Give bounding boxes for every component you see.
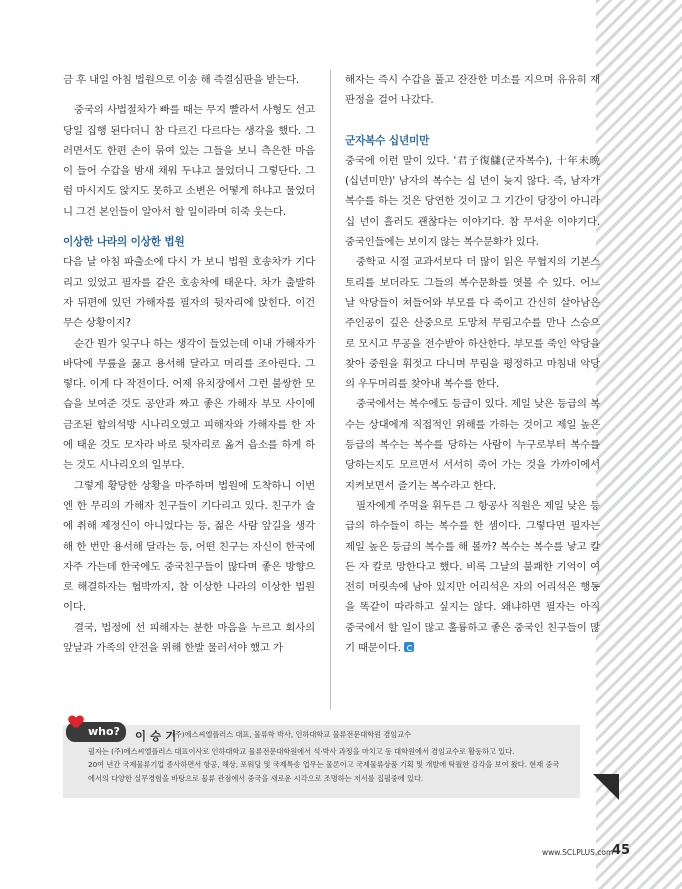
heart-icon bbox=[69, 716, 83, 729]
paragraph: 중국에서는 복수에도 등급이 있다. 제일 낮은 등급의 복수는 상대에게 직접적인 위해를 가하는 것이고 제일 높은 등급의 복수는 복수를 당하는 사람이 누구로부터 복수를 당하는지도 모르면서 서서히 죽어 가는 것을 가까이에서 지켜보면서 즐기는 복수라고 한다. bbox=[345, 398, 600, 492]
article-end-icon bbox=[404, 642, 414, 652]
paragraph: 중국의 사법절차가 빠를 때는 무지 빨라서 사형도 선고 당일 집행 된다더니 참 다르긴 다르다는 생각을 했다. 그러면서도 한편 손이 묶여 있는 그들을 보니 측은한 마음이 들어 수갑을 밤새 채워 두냐고 물었더니 그렇단다. 그럼 마시지도 앉지도 못하고 소변은 어떻게 하냐고 물었더니 그건 본인들이 알아서 할 일이라며 히죽 웃는다. bbox=[63, 104, 315, 218]
author-bio-line: 20여 년간 국제물류기업 종사하면서 항공, 해상, 포워딩 및 국제특송 업무는 물론이고 국제물류상품 기획 및 개발에 탁월한 감각을 보여 왔다. 현재 중국에서의 다양한 실무경험을 바탕으로 물류 관점에서 중국을 새로운 시각으로 조명하는 저서를 집필중에 있다. bbox=[88, 760, 560, 783]
section-heading: 군자복수 십년미만 bbox=[345, 134, 430, 147]
author-title: (주)에스씨엘플러스 대표, 물류학 박사, 인하대학교 물류전문대학원 겸임교수 bbox=[172, 730, 412, 739]
author-bio-line: 필자는 (주)에스씨엘플러스 대표이사로 인하대학교 물류전문대학원에서 석·박사 과정을 마치고 동 대학원에서 겸임교수로 활동하고 있다. bbox=[88, 747, 515, 756]
footer-url: www.SCLPLUS.com bbox=[542, 848, 614, 857]
column-divider bbox=[330, 70, 331, 710]
section-heading: 이상한 나라의 이상한 법원 bbox=[63, 236, 185, 249]
paragraph: 다음 날 아침 파출소에 다시 가 보니 법원 호송차가 기다리고 있었고 필자를 같은 호송차에 태운다. 차가 출발하자 뒤편에 있던 가해자를 필자의 뒷자리에 앉힌다. 이건 무슨 상황이지? bbox=[63, 256, 315, 330]
paragraph: 그렇게 황당한 상황을 마주하며 법원에 도착하니 이번엔 한 무리의 가해자 친구들이 기다리고 있다. 친구가 술에 취해 제정신이 아니었다는 등, 젊은 사람 앞길을 생각해 한 번만 용서해 달라는 등, 어떤 친구는 자신이 한국에 자주 가는데 한국에도 중국친구들이 많다며 좋은 방향으로 해결하자는 협박까지, 참 이상한 나라의 이상한 법원이다. bbox=[63, 479, 315, 614]
author-name: 이 승 기 bbox=[135, 729, 177, 743]
paragraph: 중국에 이런 말이 있다. '君子復讎(군자복수), 十年未晩(십년미만)' 남자의 복수는 십 년이 늦지 않다. 즉, 남자가 복수를 하는 것은 당연한 것이고 그 기간이 당장이 아니라 십 년이 흘러도 괜찮다는 이야기다. 참 무서운 이야기다. 중국인들에는 보이지 않는 복수문화가 있다. bbox=[345, 154, 600, 249]
page-number: 45 bbox=[612, 843, 631, 858]
who-badge: who? bbox=[66, 722, 126, 742]
author-bio bbox=[88, 745, 566, 785]
paragraph: 해자는 즉시 수갑을 풀고 잔잔한 미소를 지으며 유유히 재판정을 걸어 나갔다. bbox=[345, 74, 600, 107]
paragraph: 금 후 내일 아침 법원으로 이송 해 즉결심판을 받는다. bbox=[63, 74, 300, 86]
paragraph-last bbox=[345, 496, 600, 658]
corner-triangle-icon bbox=[593, 774, 619, 800]
paragraph-text: 필자에게 주먹을 휘두른 그 항공사 직원은 제일 낮은 등급의 하수들이 하는 복수를 한 셈이다. 그렇다면 필자는 제일 높은 등급의 복수를 해 볼까? 복수는 복수를 낳고 칼 든 자 칼로 망한다고 했다. 비록 그날의 불쾌한 기억이 여전히 머릿속에 남아 있지만 어리석은 자의 어리석은 행동을 똑같이 따라하고 싶지는 않다. 왜냐하면 필자는 아직 중국에서 할 일이 많고 훌륭하고 좋은 중국인 친구들이 많기 때문이다. bbox=[345, 499, 600, 655]
article-left-column bbox=[63, 70, 315, 658]
paragraph: 결국, 법정에 선 피해자는 분한 마음을 누르고 회사의 앞날과 가족의 안전을 위해 한발 물러서야 했고 가 bbox=[63, 621, 315, 655]
paragraph: 순간 뭔가 잊구나 하는 생각이 들었는데 이내 가해자가 바닥에 무릎을 꿇고 용서해 달라고 머리를 조아린다. 그렇다. 이게 다 작전이다. 어제 유치장에서 그런 불쌍한 모습을 보여준 것도 공안과 짜고 좋은 가해자 부모 사이에 금조된 합의석방 시나리오였고 피해자와 가해자를 한 자에 태운 것도 모자라 바로 뒷자리로 옮겨 읍소를 하게 하는 것도 시나리오의 일부다. bbox=[63, 337, 315, 472]
article-right-column bbox=[345, 70, 600, 658]
paragraph: 중학교 시절 교과서보다 더 많이 읽은 무협지의 기본스토리를 보더라도 그들의 복수문화를 엿볼 수 있다. 어느 날 악당들이 쳐들어와 부모를 다 죽이고 간신히 살아남은 주인공이 깊은 산중으로 도망쳐 무림고수를 만나 스승으로 모시고 무공을 전수받아 하산한다. 부모를 죽인 악당을 찾아 중원을 휘젓고 다니며 무림을 평정하고 마침내 악당의 우두머리를 찾아내 복수를 한다. bbox=[345, 256, 600, 391]
decorative-edge-stripes bbox=[596, 0, 682, 889]
